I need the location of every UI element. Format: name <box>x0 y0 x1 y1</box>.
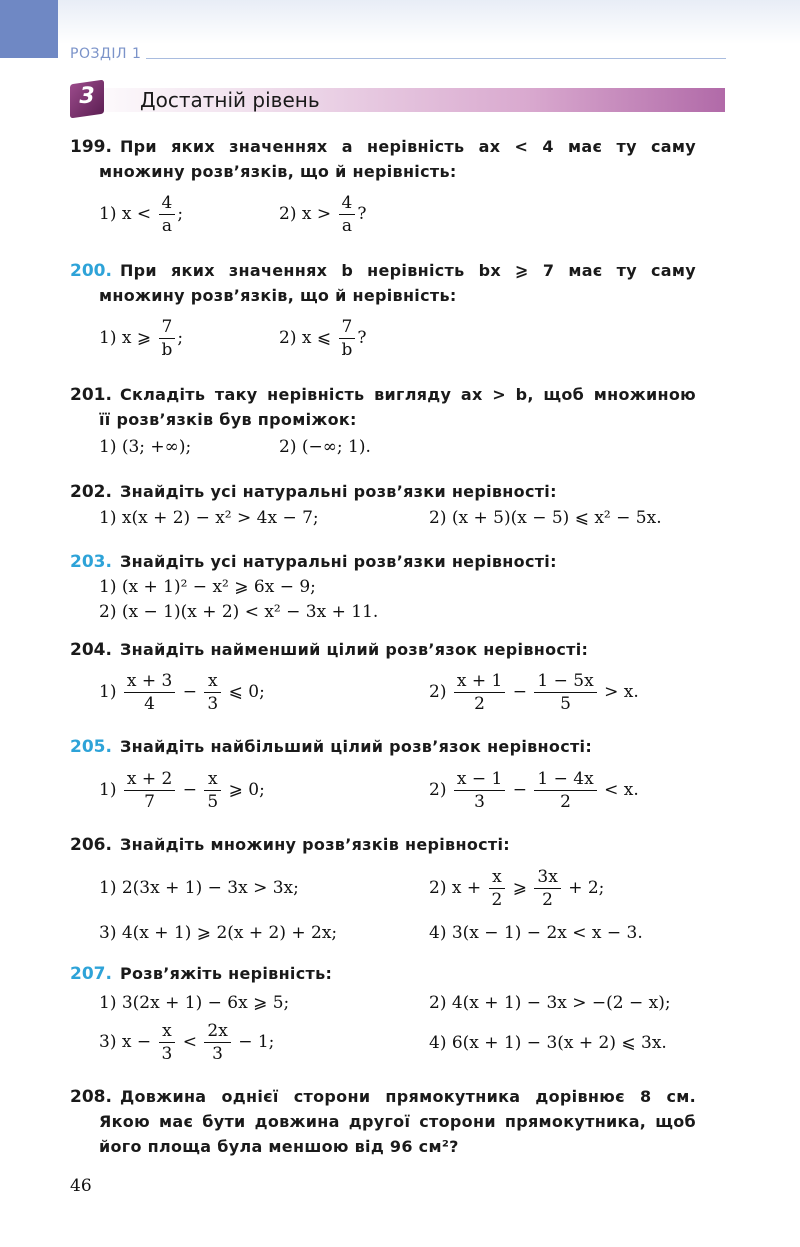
numerator: 1 − 4x <box>534 768 596 791</box>
fraction <box>454 768 505 813</box>
option-2: 2) (x + 5)(x − 5) ⩽ x² − 5x. <box>429 508 662 528</box>
problem-199 <box>70 136 696 158</box>
denominator: 2 <box>542 890 553 910</box>
problem-number: 203. <box>70 552 112 572</box>
problem-206 <box>70 834 510 856</box>
fraction <box>339 316 356 361</box>
top-band <box>58 0 800 44</box>
problem-text: Якою має бути довжина другої сторони прямокутника, щоб <box>99 1112 696 1131</box>
numerator: 1 − 5x <box>534 670 596 693</box>
fraction <box>159 316 176 361</box>
denominator: 2 <box>491 890 503 910</box>
denominator: 4 <box>144 694 155 714</box>
problem-number: 206. <box>70 835 112 855</box>
option-1: 1) 2(3x + 1) − 3x > 3x; <box>99 878 299 898</box>
option-1 <box>99 768 265 813</box>
fraction <box>534 670 596 715</box>
problem-203 <box>70 551 557 573</box>
numerator: 2x <box>204 1020 230 1043</box>
problem-number: 204. <box>70 640 112 660</box>
option-3 <box>99 1020 274 1065</box>
fraction <box>534 768 596 813</box>
option-text: 2) <box>429 780 447 800</box>
option-text: < x. <box>604 780 639 800</box>
option-text: − 1; <box>238 1032 275 1052</box>
problem-text: її розв’язків був проміжок: <box>99 410 357 429</box>
fraction <box>124 670 175 715</box>
option-text: ; <box>177 328 184 348</box>
level-number: 3 <box>79 84 95 109</box>
fraction <box>204 670 221 715</box>
option-text: ? <box>357 204 367 224</box>
numerator: x + 2 <box>124 768 175 791</box>
denominator: 7 <box>144 792 155 812</box>
problem-205 <box>70 736 592 758</box>
operator: − <box>512 682 527 702</box>
problem-text: Знайдіть найменший цілий розв’язок нерівності: <box>119 640 589 659</box>
option-3: 3) 4(x + 1) ⩾ 2(x + 2) + 2x; <box>99 923 338 943</box>
denominator: 3 <box>212 1044 223 1064</box>
problem-text: Знайдіть усі натуральні розв’язки нерівності: <box>119 482 557 501</box>
problem-207 <box>70 963 332 985</box>
option-text: 2) <box>429 682 447 702</box>
option-text: 2) x ⩽ <box>279 328 332 348</box>
problem-text: Знайдіть усі натуральні розв’язки нерівності: <box>119 552 557 571</box>
problem-number: 207. <box>70 964 112 984</box>
problem-200 <box>70 260 696 282</box>
option-text: 2) x + <box>429 878 482 898</box>
fraction <box>489 866 506 911</box>
problem-text: його площа була меншою від 96 см²? <box>99 1137 459 1156</box>
option-2 <box>429 670 639 715</box>
problem-202 <box>70 481 557 503</box>
option-text: ; <box>177 204 184 224</box>
operator: < <box>182 1032 197 1052</box>
option-1: 1) x(x + 2) − x² > 4x − 7; <box>99 508 319 528</box>
problem-text: множину розв’язків, що й нерівність: <box>99 286 457 305</box>
denominator: 3 <box>207 694 219 714</box>
problem-text: множину розв’язків, що й нерівність: <box>99 162 457 181</box>
option-text: > x. <box>604 682 639 702</box>
problem-text: При яких значеннях a нерівність ax < 4 має ту саму <box>119 137 696 156</box>
numerator: x <box>204 768 221 791</box>
option-2: 2) 4(x + 1) − 3x > −(2 − x); <box>429 993 671 1013</box>
problem-204 <box>70 639 588 661</box>
option-text: ⩽ 0; <box>228 682 265 702</box>
fraction <box>204 768 221 813</box>
operator: − <box>512 780 527 800</box>
option-1: 1) 3(2x + 1) − 6x ⩾ 5; <box>99 993 290 1013</box>
option-text: 1) <box>99 682 117 702</box>
problem-text: Знайдіть найбільший цілий розв’язок нерівності: <box>119 737 593 756</box>
option-2: 2) (−∞; 1). <box>279 437 371 457</box>
corner-decoration <box>0 0 58 58</box>
option-4: 4) 3(x − 1) − 2x < x − 3. <box>429 923 643 943</box>
option-1: 1) (x + 1)² − x² ⩾ 6x − 9; <box>99 577 316 597</box>
problem-number: 201. <box>70 385 112 405</box>
option-text: + 2; <box>568 878 605 898</box>
option-text: 3) x − <box>99 1032 152 1052</box>
denominator: 5 <box>207 792 219 812</box>
denominator: b <box>161 340 173 360</box>
fraction <box>159 1020 176 1065</box>
problem-number: 199. <box>70 137 112 157</box>
denominator: 5 <box>560 694 571 714</box>
problem-number: 202. <box>70 482 112 502</box>
numerator: 7 <box>339 316 356 339</box>
numerator: x <box>159 1020 176 1043</box>
operator: − <box>182 780 197 800</box>
problem-number: 205. <box>70 737 112 757</box>
numerator: 3x <box>534 866 560 889</box>
option-2 <box>279 192 366 237</box>
problem-text: Знайдіть множину розв’язків нерівності: <box>119 835 510 854</box>
operator: ⩾ <box>512 878 527 898</box>
option-1: 1) (3; +∞); <box>99 437 192 457</box>
denominator: 2 <box>474 694 485 714</box>
option-1 <box>99 192 183 237</box>
problem-text: При яких значеннях b нерівність bx ⩾ 7 має ту саму <box>119 261 696 280</box>
denominator: 3 <box>161 1044 173 1064</box>
problem-text: Довжина однієї сторони прямокутника дорівнює 8 см. <box>119 1087 696 1106</box>
numerator: x + 3 <box>124 670 175 693</box>
option-2: 2) (x − 1)(x + 2) < x² − 3x + 11. <box>99 602 379 622</box>
problem-text: Розв’яжіть нерівність: <box>119 964 333 983</box>
fraction <box>124 768 175 813</box>
operator: − <box>182 682 197 702</box>
option-text: ⩾ 0; <box>228 780 265 800</box>
numerator: 4 <box>159 192 176 215</box>
denominator: a <box>341 216 352 236</box>
denominator: b <box>341 340 353 360</box>
page-number: 46 <box>70 1176 92 1196</box>
fraction <box>204 1020 230 1065</box>
problem-201 <box>70 384 696 406</box>
option-text: ? <box>357 328 367 348</box>
numerator: x <box>204 670 221 693</box>
option-text: 1) x ⩾ <box>99 328 152 348</box>
denominator: 3 <box>474 792 485 812</box>
option-text: 1) x < <box>99 204 152 224</box>
section-label: РОЗДІЛ 1 <box>70 46 142 62</box>
problem-text: Складіть таку нерівність вигляду ax > b, щоб множиною <box>119 385 696 404</box>
numerator: 7 <box>159 316 176 339</box>
numerator: x − 1 <box>454 768 505 791</box>
option-4: 4) 6(x + 1) − 3(x + 2) ⩽ 3x. <box>429 1033 667 1053</box>
option-1 <box>99 670 265 715</box>
fraction <box>159 192 176 237</box>
fraction <box>454 670 505 715</box>
numerator: x <box>489 866 506 889</box>
option-1 <box>99 316 183 361</box>
option-2 <box>429 768 639 813</box>
option-text: 2) x > <box>279 204 332 224</box>
option-2 <box>429 866 604 911</box>
problem-number: 208. <box>70 1087 112 1107</box>
problem-208 <box>70 1086 696 1108</box>
fraction <box>339 192 356 237</box>
option-text: 1) <box>99 780 117 800</box>
option-2 <box>279 316 367 361</box>
numerator: 4 <box>339 192 356 215</box>
denominator: 2 <box>560 792 571 812</box>
denominator: a <box>161 216 172 236</box>
fraction <box>534 866 560 911</box>
section-divider <box>146 58 726 59</box>
level-title: Достатній рівень <box>140 88 320 112</box>
numerator: x + 1 <box>454 670 505 693</box>
problem-number: 200. <box>70 261 112 281</box>
